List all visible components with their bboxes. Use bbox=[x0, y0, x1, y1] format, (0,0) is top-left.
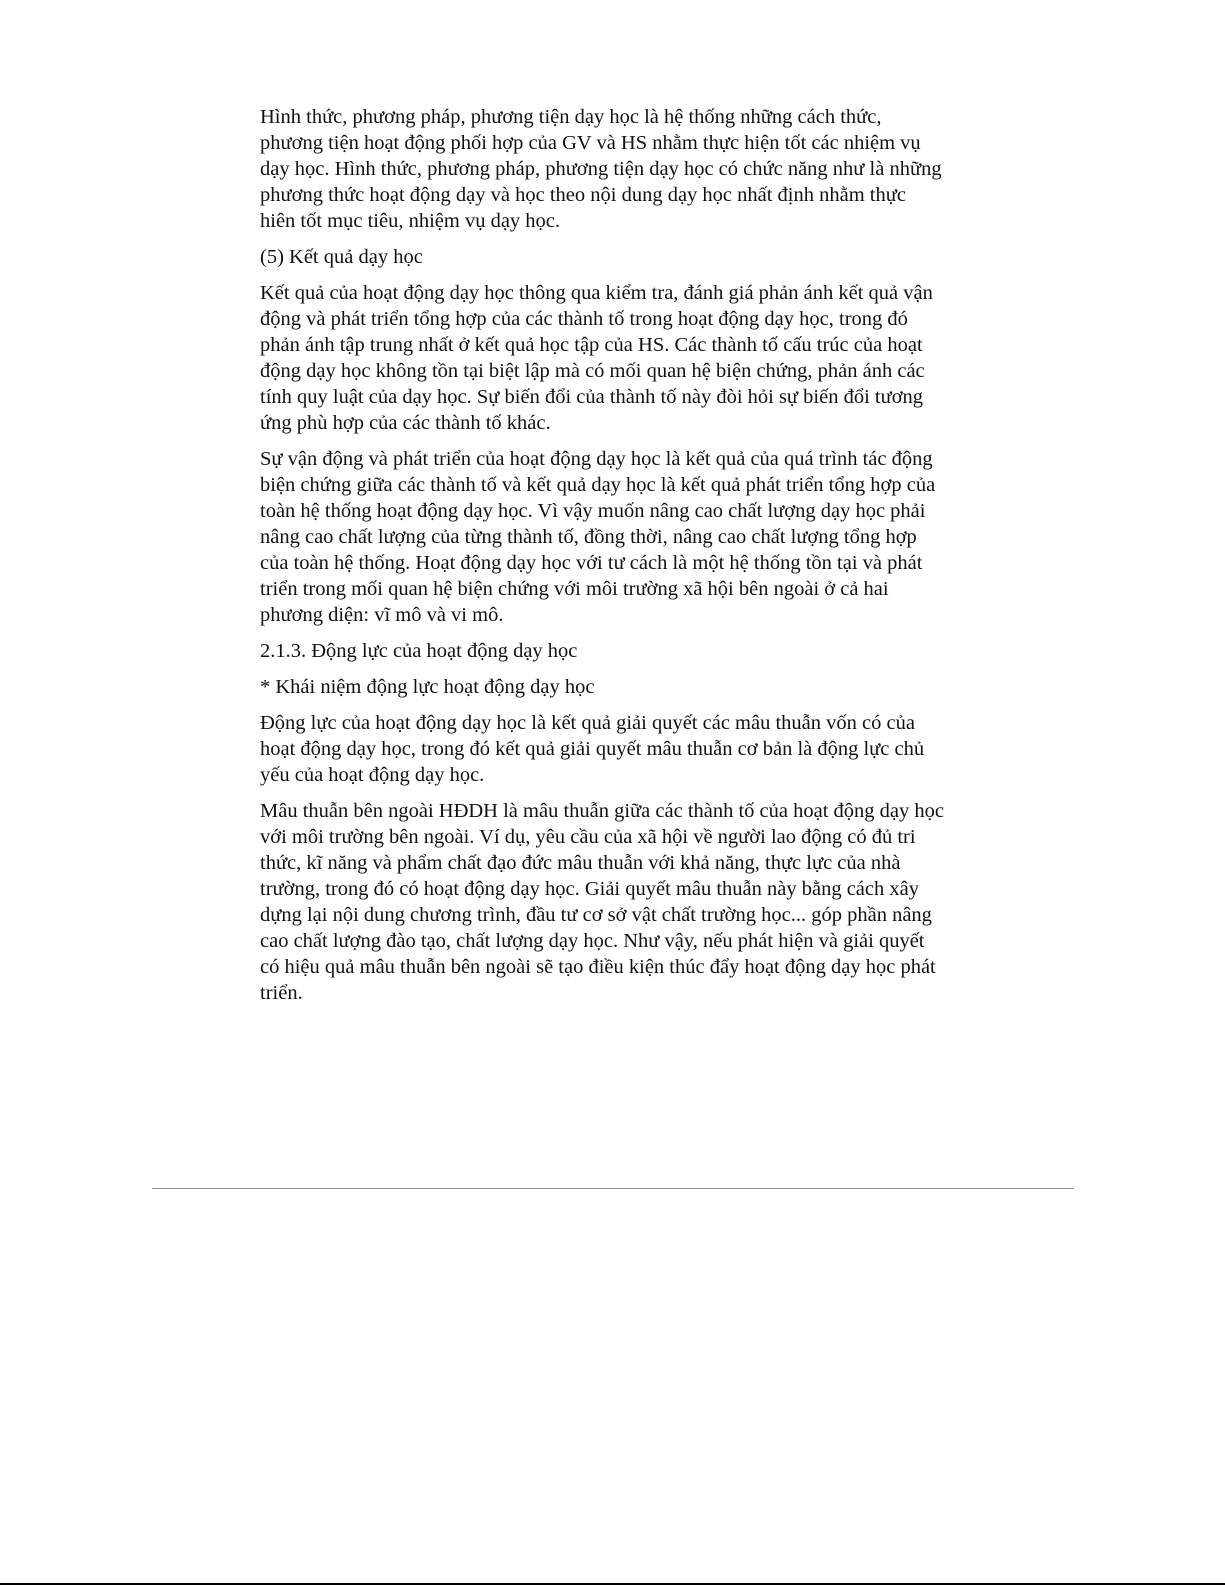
section-heading-motivation: 2.1.3. Động lực của hoạt động dạy học bbox=[260, 640, 578, 662]
paragraph-external-contradiction: Mâu thuẫn bên ngoài HĐDH là mâu thuẫn giữa các thành tố của hoạt động dạy học với môi trường bên ngoài. Ví dụ, yêu cầu của xã hội về người lao động có đủ tri thức, kĩ năng và phẩm chất đạo đức mâu thuẫn với khả năng, thực lực của nhà trường, trong đó có hoạt động dạy học. Giải quyết mâu thuẫn này bằng cách xây dựng lại nội dung chương trình, đầu tư cơ sở vật chất trường học... góp phần nâng cao chất lượng đào tạo, chất lượng dạy học. Như vậy, nếu phát hiện và giải quyết có hiệu quả mâu thuẫn bên ngoài sẽ tạo điều kiện thúc đẩy hoạt động dạy học phát triển. bbox=[260, 800, 944, 1004]
subheading-motivation-concept: * Khái niệm động lực hoạt động dạy học bbox=[260, 676, 595, 698]
paragraph-motivation-definition: Động lực của hoạt động dạy học là kết quả giải quyết các mâu thuẫn vốn có của hoạt động dạy học, trong đó kết quả giải quyết mâu thuẫn cơ bản là động lực chủ yếu của hoạt động dạy học. bbox=[260, 712, 925, 786]
paragraph-development: Sự vận động và phát triển của hoạt động dạy học là kết quả của quá trình tác động biện chứng giữa các thành tố và kết quả dạy học là kết quả phát triển tổng hợp của toàn hệ thống hoạt động dạy học. Vì vậy muốn nâng cao chất lượng dạy học phải nâng cao chất lượng của từng thành tố, đồng thời, nâng cao chất lượng tổng hợp của toàn hệ thống. Hoạt động dạy học với tư cách là một hệ thống tồn tại và phát triển trong mối quan hệ biện chứng với môi trường xã hội bên ngoài ở cả hai phương diện: vĩ mô và vi mô. bbox=[260, 448, 936, 626]
page-divider bbox=[152, 1188, 1074, 1189]
heading-teaching-results: (5) Kết quả dạy học bbox=[260, 246, 423, 268]
paragraph-results-assessment: Kết quả của hoạt động dạy học thông qua kiểm tra, đánh giá phản ánh kết quả vận động và phát triển tổng hợp của các thành tố trong hoạt động dạy học, trong đó phản ánh tập trung nhất ở kết quả học tập của HS. Các thành tố cấu trúc của hoạt động dạy học không tồn tại biệt lập mà có mối quan hệ biện chứng, phản ánh các tính quy luật của dạy học. Sự biến đổi của thành tố này đòi hỏi sự biến đổi tương ứng phù hợp của các thành tố khác. bbox=[260, 282, 933, 434]
paragraph-teaching-methods: Hình thức, phương pháp, phương tiện dạy học là hệ thống những cách thức, phương tiện hoạt động phối hợp của GV và HS nhằm thực hiện tốt các nhiệm vụ dạy học. Hình thức, phương pháp, phương tiện dạy học có chức năng như là những phương thức hoạt động dạy và học theo nội dung dạy học nhất định nhằm thực hiên tốt mục tiêu, nhiệm vụ dạy học. bbox=[260, 106, 942, 232]
document-body bbox=[260, 104, 980, 1016]
